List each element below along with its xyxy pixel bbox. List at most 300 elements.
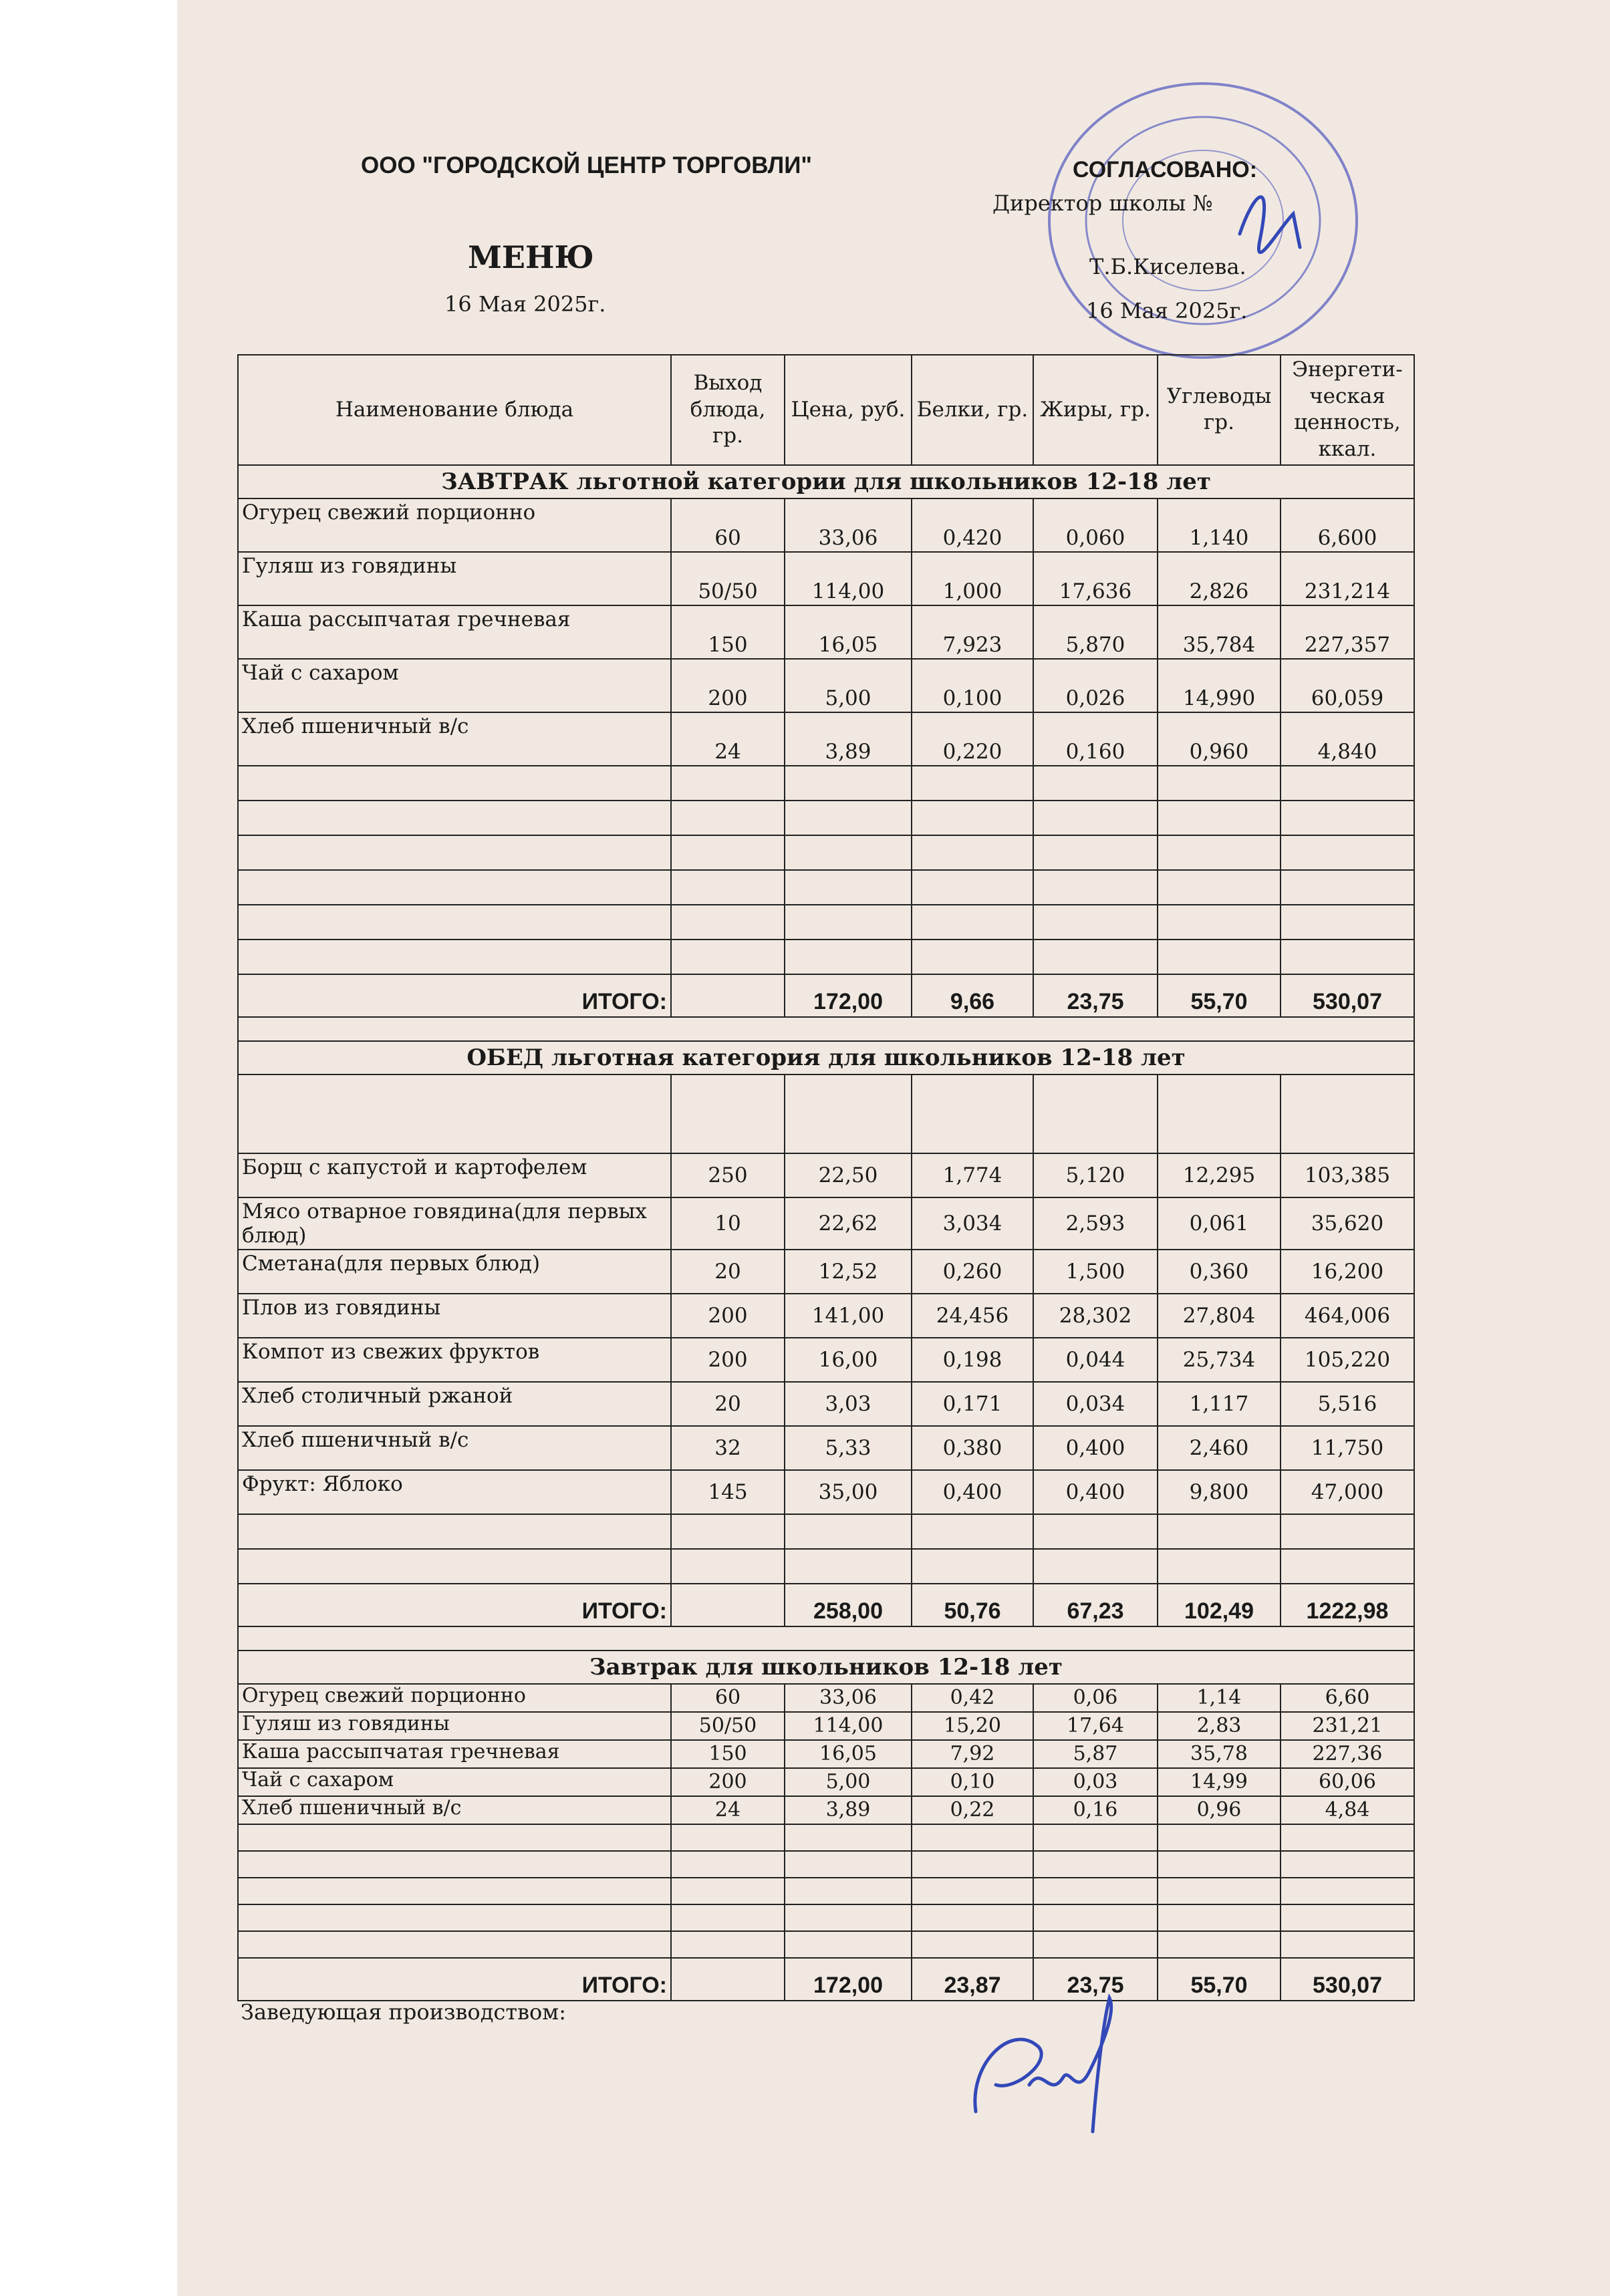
empty-cell (1033, 1824, 1158, 1851)
empty-cell (671, 905, 785, 940)
empty-cell (1158, 1074, 1281, 1153)
empty-cell (1158, 766, 1281, 801)
protein-cell: 0,10 (912, 1768, 1033, 1796)
price-cell: 16,05 (785, 1740, 912, 1768)
protein-cell: 0,198 (912, 1338, 1033, 1382)
empty-cell (238, 1514, 671, 1549)
price-cell: 16,00 (785, 1338, 912, 1382)
price-cell: 114,00 (785, 1712, 912, 1740)
dish-name: Хлеб пшеничный в/с (238, 1426, 671, 1470)
portion-cell: 200 (671, 1338, 785, 1382)
protein-cell: 0,171 (912, 1382, 1033, 1426)
portion-cell: 150 (671, 605, 785, 659)
carbs-cell: 1,117 (1158, 1382, 1281, 1426)
carbs-cell: 0,061 (1158, 1197, 1281, 1250)
table-row (238, 1382, 1414, 1426)
price-cell: 3,89 (785, 1796, 912, 1824)
table-row (238, 1768, 1414, 1796)
energy-cell: 6,600 (1281, 498, 1414, 552)
energy-cell: 227,36 (1281, 1740, 1414, 1768)
gap-row (238, 1017, 1414, 1041)
column-header: Наименование блюда (238, 355, 671, 465)
portion-cell: 50/50 (671, 1712, 785, 1740)
fat-cell: 0,400 (1033, 1426, 1158, 1470)
empty-cell (671, 1904, 785, 1931)
energy-cell: 6,60 (1281, 1684, 1414, 1712)
table-row (238, 1684, 1414, 1712)
empty-cell (1281, 940, 1414, 974)
price-cell: 33,06 (785, 498, 912, 552)
table-row (238, 1712, 1414, 1740)
fat-cell: 0,06 (1033, 1684, 1158, 1712)
dish-name: Фрукт: Яблоко (238, 1470, 671, 1514)
empty-cell (1033, 1549, 1158, 1584)
empty-cell (785, 1074, 912, 1153)
spacer-row (238, 1074, 1414, 1153)
table-row (238, 1250, 1414, 1294)
empty-cell (1158, 905, 1281, 940)
dish-name: Чай с сахаром (238, 659, 671, 712)
empty-cell (1033, 1074, 1158, 1153)
total-value: 258,00 (785, 1584, 912, 1626)
empty-cell (1158, 1878, 1281, 1904)
carbs-cell: 0,960 (1158, 712, 1281, 766)
empty-cell (1158, 1904, 1281, 1931)
dish-name: Огурец свежий порционно (238, 1684, 671, 1712)
director-label: Директор школы № (992, 190, 1213, 216)
table-row (238, 1294, 1414, 1338)
empty-cell (238, 1931, 671, 1958)
fat-cell: 5,870 (1033, 605, 1158, 659)
menu-table (237, 354, 1415, 2001)
carbs-cell: 14,990 (1158, 659, 1281, 712)
empty-cell (238, 801, 671, 835)
empty-cell (671, 835, 785, 870)
table-row (238, 552, 1414, 605)
protein-cell: 0,100 (912, 659, 1033, 712)
portion-cell: 10 (671, 1197, 785, 1250)
total-value: 530,07 (1281, 1958, 1414, 2001)
empty-cell (912, 1074, 1033, 1153)
price-cell: 16,05 (785, 605, 912, 659)
fat-cell: 17,636 (1033, 552, 1158, 605)
gap-cell (238, 1017, 1414, 1041)
carbs-cell: 14,99 (1158, 1768, 1281, 1796)
empty-cell (912, 870, 1033, 905)
column-header: Цена, руб. (785, 355, 912, 465)
empty-cell (671, 1514, 785, 1549)
portion-cell: 20 (671, 1382, 785, 1426)
price-cell: 22,50 (785, 1153, 912, 1197)
portion-cell: 60 (671, 1684, 785, 1712)
carbs-cell: 2,460 (1158, 1426, 1281, 1470)
carbs-cell: 35,784 (1158, 605, 1281, 659)
empty-cell (671, 940, 785, 974)
dish-name: Хлеб столичный ржаной (238, 1382, 671, 1426)
empty-cell (1158, 835, 1281, 870)
section-title-row (238, 1041, 1414, 1074)
dish-name: Хлеб пшеничный в/с (238, 1796, 671, 1824)
energy-cell: 464,006 (1281, 1294, 1414, 1338)
empty-cell (1281, 905, 1414, 940)
energy-cell: 35,620 (1281, 1197, 1414, 1250)
empty-cell (238, 870, 671, 905)
empty-cell (912, 905, 1033, 940)
section-title: ЗАВТРАК льготной категории для школьников 12-18 лет (238, 465, 1414, 498)
energy-cell: 60,06 (1281, 1768, 1414, 1796)
portion-cell: 24 (671, 1796, 785, 1824)
dish-name: Каша рассыпчатая гречневая (238, 1740, 671, 1768)
empty-cell (1033, 801, 1158, 835)
price-cell: 114,00 (785, 552, 912, 605)
empty-cell (1281, 1931, 1414, 1958)
protein-cell: 1,774 (912, 1153, 1033, 1197)
price-cell: 5,00 (785, 659, 912, 712)
table-row (238, 712, 1414, 766)
energy-cell: 231,214 (1281, 552, 1414, 605)
empty-cell (912, 1904, 1033, 1931)
total-value: 55,70 (1158, 974, 1281, 1017)
table-row (238, 1426, 1414, 1470)
menu-date: 16 Мая 2025г. (444, 291, 606, 317)
empty-row (238, 766, 1414, 801)
carbs-cell: 35,78 (1158, 1740, 1281, 1768)
dish-name: Каша рассыпчатая гречневая (238, 605, 671, 659)
price-cell: 3,89 (785, 712, 912, 766)
price-cell: 33,06 (785, 1684, 912, 1712)
price-cell: 3,03 (785, 1382, 912, 1426)
portion-cell: 200 (671, 659, 785, 712)
empty-row (238, 835, 1414, 870)
total-row (238, 1958, 1414, 2001)
empty-cell (912, 1851, 1033, 1878)
empty-cell (912, 1878, 1033, 1904)
total-value: 67,23 (1033, 1584, 1158, 1626)
energy-cell: 4,840 (1281, 712, 1414, 766)
total-value: 23,87 (912, 1958, 1033, 2001)
fat-cell: 1,500 (1033, 1250, 1158, 1294)
dish-name: Хлеб пшеничный в/с (238, 712, 671, 766)
protein-cell: 0,400 (912, 1470, 1033, 1514)
energy-cell: 11,750 (1281, 1426, 1414, 1470)
section-title: ОБЕД льготная категория для школьников 12-18 лет (238, 1041, 1414, 1074)
fat-cell: 5,120 (1033, 1153, 1158, 1197)
empty-cell (912, 835, 1033, 870)
empty-cell (1281, 1549, 1414, 1584)
fat-cell: 0,03 (1033, 1768, 1158, 1796)
empty-row (238, 1851, 1414, 1878)
price-cell: 141,00 (785, 1294, 912, 1338)
empty-row (238, 940, 1414, 974)
empty-cell (1281, 1074, 1414, 1153)
empty-cell (671, 766, 785, 801)
menu-title: МЕНЮ (468, 239, 594, 275)
empty-cell (238, 1878, 671, 1904)
total-value: 50,76 (912, 1584, 1033, 1626)
column-header: Углеводы гр. (1158, 355, 1281, 465)
portion-cell: 250 (671, 1153, 785, 1197)
total-label: ИТОГО: (238, 1958, 671, 2001)
empty-cell (671, 1824, 785, 1851)
column-header: Белки, гр. (912, 355, 1033, 465)
empty-cell (671, 801, 785, 835)
empty-cell (238, 1074, 671, 1153)
agreed-label: СОГЛАСОВАНО: (1073, 157, 1258, 182)
energy-cell: 60,059 (1281, 659, 1414, 712)
empty-cell (1033, 1931, 1158, 1958)
dish-name: Чай с сахаром (238, 1768, 671, 1796)
carbs-cell: 2,83 (1158, 1712, 1281, 1740)
protein-cell: 7,923 (912, 605, 1033, 659)
fat-cell: 0,16 (1033, 1796, 1158, 1824)
energy-cell: 227,357 (1281, 605, 1414, 659)
dish-name: Мясо отварное говядина(для первых блюд) (238, 1197, 671, 1250)
total-row (238, 1584, 1414, 1626)
empty-cell (238, 766, 671, 801)
energy-cell: 16,200 (1281, 1250, 1414, 1294)
portion-cell: 200 (671, 1294, 785, 1338)
empty-row (238, 1824, 1414, 1851)
empty-cell (785, 1851, 912, 1878)
empty-cell (1033, 1514, 1158, 1549)
table-row (238, 659, 1414, 712)
empty-cell (912, 1824, 1033, 1851)
empty-row (238, 905, 1414, 940)
fat-cell: 0,044 (1033, 1338, 1158, 1382)
empty-cell (1158, 940, 1281, 974)
carbs-cell: 9,800 (1158, 1470, 1281, 1514)
empty-cell (1281, 870, 1414, 905)
table-row (238, 1153, 1414, 1197)
dish-name: Плов из говядины (238, 1294, 671, 1338)
empty-cell (1158, 1851, 1281, 1878)
carbs-cell: 1,140 (1158, 498, 1281, 552)
empty-cell (912, 1514, 1033, 1549)
portion-cell: 150 (671, 1740, 785, 1768)
empty-cell (238, 940, 671, 974)
empty-cell (1281, 1514, 1414, 1549)
empty-cell (1158, 1549, 1281, 1584)
fat-cell: 17,64 (1033, 1712, 1158, 1740)
protein-cell: 15,20 (912, 1712, 1033, 1740)
total-label: ИТОГО: (238, 1584, 671, 1626)
dish-name: Гуляш из говядины (238, 552, 671, 605)
total-value: 55,70 (1158, 1958, 1281, 2001)
empty-cell (785, 801, 912, 835)
total-row (238, 974, 1414, 1017)
energy-cell: 4,84 (1281, 1796, 1414, 1824)
empty-row (238, 1549, 1414, 1584)
portion-cell: 145 (671, 1470, 785, 1514)
empty-cell (671, 1878, 785, 1904)
total-value: 102,49 (1158, 1584, 1281, 1626)
dish-name: Борщ с капустой и картофелем (238, 1153, 671, 1197)
fat-cell: 0,026 (1033, 659, 1158, 712)
section-title-row (238, 465, 1414, 498)
empty-cell (1281, 835, 1414, 870)
portion-cell: 32 (671, 1426, 785, 1470)
empty-row (238, 801, 1414, 835)
dish-name: Сметана(для первых блюд) (238, 1250, 671, 1294)
carbs-cell: 25,734 (1158, 1338, 1281, 1382)
table-row (238, 605, 1414, 659)
empty-cell (912, 940, 1033, 974)
price-cell: 5,00 (785, 1768, 912, 1796)
empty-cell (785, 835, 912, 870)
empty-cell (1033, 1878, 1158, 1904)
empty-cell (1158, 1824, 1281, 1851)
protein-cell: 7,92 (912, 1740, 1033, 1768)
energy-cell: 105,220 (1281, 1338, 1414, 1382)
head-of-production-label: Заведующая производством: (241, 1999, 566, 2025)
section-title-row (238, 1651, 1414, 1684)
portion-cell: 60 (671, 498, 785, 552)
total-value: 9,66 (912, 974, 1033, 1017)
table-row (238, 1470, 1414, 1514)
empty-cell (912, 801, 1033, 835)
energy-cell: 5,516 (1281, 1382, 1414, 1426)
empty-cell (785, 940, 912, 974)
empty-cell (785, 766, 912, 801)
empty-cell (1281, 1824, 1414, 1851)
table-row (238, 498, 1414, 552)
empty-row (238, 1514, 1414, 1549)
table-header-row (238, 355, 1414, 465)
fat-cell: 28,302 (1033, 1294, 1158, 1338)
empty-cell (671, 1931, 785, 1958)
total-value: 530,07 (1281, 974, 1414, 1017)
price-cell: 5,33 (785, 1426, 912, 1470)
fat-cell: 5,87 (1033, 1740, 1158, 1768)
carbs-cell: 0,360 (1158, 1250, 1281, 1294)
protein-cell: 24,456 (912, 1294, 1033, 1338)
carbs-cell: 2,826 (1158, 552, 1281, 605)
empty-cell (1281, 1904, 1414, 1931)
empty-cell (785, 1904, 912, 1931)
total-value: 23,75 (1033, 1958, 1158, 2001)
empty-cell (912, 1931, 1033, 1958)
carbs-cell: 1,14 (1158, 1684, 1281, 1712)
total-value: 172,00 (785, 974, 912, 1017)
empty-cell (1158, 801, 1281, 835)
empty-cell (238, 1549, 671, 1584)
empty-cell (1158, 1514, 1281, 1549)
dish-name: Огурец свежий порционно (238, 498, 671, 552)
carbs-cell: 27,804 (1158, 1294, 1281, 1338)
empty-cell (1033, 1851, 1158, 1878)
empty-cell (671, 974, 785, 1017)
empty-cell (1033, 766, 1158, 801)
empty-cell (912, 1549, 1033, 1584)
section-title: Завтрак для школьников 12-18 лет (238, 1651, 1414, 1684)
empty-cell (671, 1074, 785, 1153)
empty-cell (238, 1851, 671, 1878)
price-cell: 35,00 (785, 1470, 912, 1514)
fat-cell: 0,034 (1033, 1382, 1158, 1426)
empty-cell (1281, 1851, 1414, 1878)
total-value: 1222,98 (1281, 1584, 1414, 1626)
school-stamp-icon (1039, 74, 1367, 368)
carbs-cell: 12,295 (1158, 1153, 1281, 1197)
table-row (238, 1338, 1414, 1382)
empty-cell (1033, 1904, 1158, 1931)
fat-cell: 0,160 (1033, 712, 1158, 766)
protein-cell: 0,380 (912, 1426, 1033, 1470)
fat-cell: 0,060 (1033, 498, 1158, 552)
total-label: ИТОГО: (238, 974, 671, 1017)
total-value: 172,00 (785, 1958, 912, 2001)
protein-cell: 0,42 (912, 1684, 1033, 1712)
protein-cell: 0,220 (912, 712, 1033, 766)
energy-cell: 231,21 (1281, 1712, 1414, 1740)
column-header: Энергети-ческая ценность, ккал. (1281, 355, 1414, 465)
empty-cell (1158, 1931, 1281, 1958)
table-row (238, 1740, 1414, 1768)
empty-cell (785, 1931, 912, 1958)
empty-cell (1281, 1878, 1414, 1904)
fat-cell: 0,400 (1033, 1470, 1158, 1514)
protein-cell: 0,260 (912, 1250, 1033, 1294)
empty-cell (1033, 905, 1158, 940)
empty-cell (671, 1549, 785, 1584)
total-value: 23,75 (1033, 974, 1158, 1017)
agreed-date: 16 Мая 2025г. (1086, 298, 1248, 323)
portion-cell: 50/50 (671, 552, 785, 605)
empty-cell (1033, 940, 1158, 974)
empty-cell (671, 1958, 785, 2001)
empty-cell (1033, 870, 1158, 905)
energy-cell: 47,000 (1281, 1470, 1414, 1514)
price-cell: 22,62 (785, 1197, 912, 1250)
table-row (238, 1796, 1414, 1824)
empty-cell (238, 905, 671, 940)
table-row (238, 1197, 1414, 1250)
column-header: Выход блюда, гр. (671, 355, 785, 465)
empty-cell (785, 870, 912, 905)
dish-name: Гуляш из говядины (238, 1712, 671, 1740)
empty-cell (785, 1878, 912, 1904)
empty-cell (238, 1824, 671, 1851)
empty-cell (1281, 766, 1414, 801)
empty-row (238, 1931, 1414, 1958)
empty-cell (785, 1824, 912, 1851)
company-name: ООО "ГОРОДСКОЙ ЦЕНТР ТОРГОВЛИ" (361, 152, 812, 178)
empty-cell (671, 1584, 785, 1626)
empty-cell (785, 1514, 912, 1549)
empty-cell (785, 905, 912, 940)
empty-cell (671, 1851, 785, 1878)
empty-cell (912, 766, 1033, 801)
empty-cell (238, 835, 671, 870)
dish-name: Компот из свежих фруктов (238, 1338, 671, 1382)
empty-cell (1033, 835, 1158, 870)
price-cell: 12,52 (785, 1250, 912, 1294)
fat-cell: 2,593 (1033, 1197, 1158, 1250)
empty-row (238, 870, 1414, 905)
protein-cell: 0,22 (912, 1796, 1033, 1824)
empty-cell (238, 1904, 671, 1931)
protein-cell: 3,034 (912, 1197, 1033, 1250)
signer-name: Т.Б.Киселева. (1089, 254, 1246, 279)
empty-row (238, 1878, 1414, 1904)
energy-cell: 103,385 (1281, 1153, 1414, 1197)
signature-icon (949, 1985, 1150, 2145)
gap-cell (238, 1626, 1414, 1651)
protein-cell: 1,000 (912, 552, 1033, 605)
empty-row (238, 1904, 1414, 1931)
column-header: Жиры, гр. (1033, 355, 1158, 465)
empty-cell (785, 1549, 912, 1584)
